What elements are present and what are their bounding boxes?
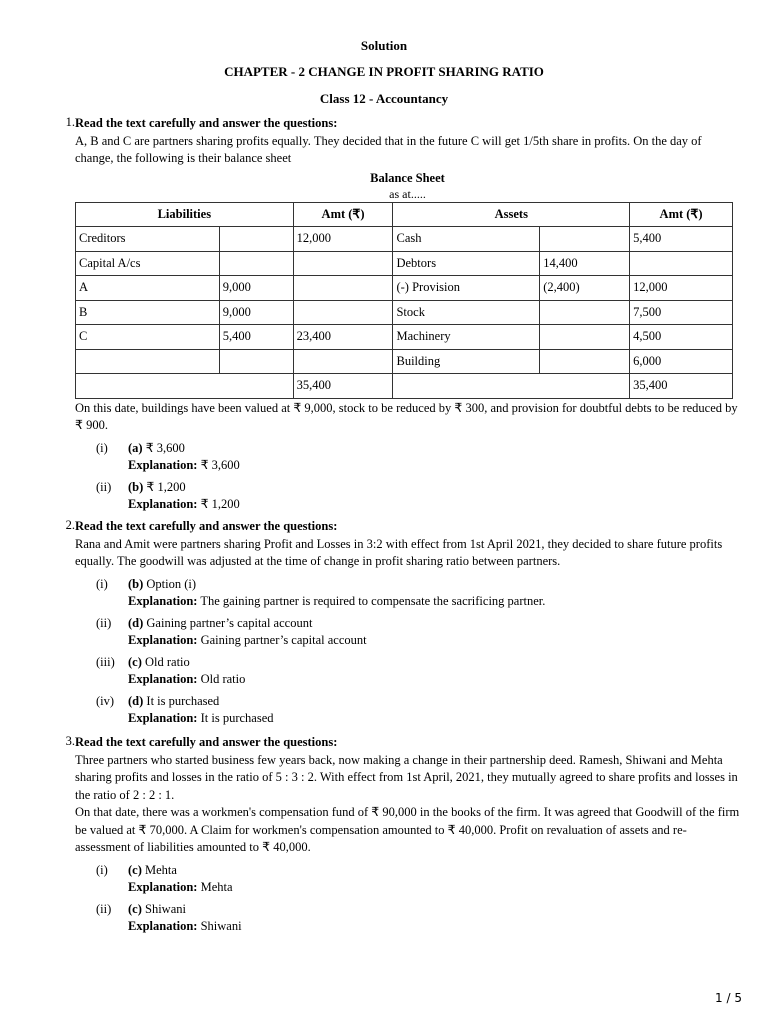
answer-text: ₹ 1,200 xyxy=(143,479,186,494)
table-cell: Building xyxy=(393,349,540,374)
answer-text: It is purchased xyxy=(143,693,220,708)
table-cell xyxy=(219,251,293,276)
question-number: 1. xyxy=(65,115,75,129)
table-cell xyxy=(293,251,393,276)
question-number: 2. xyxy=(65,518,75,532)
answer-roman: (i) xyxy=(96,576,108,591)
answer-roman: (i) xyxy=(96,862,108,877)
question-text-2: On that date, there was a workmen's compensation fund of ₹ 90,000 in the books of the firm. It was agreed that Goodwill of the firm be valued at ₹ 70,000. A Claim for workmen's compensation amounted to ₹ 40,000. Profit on revaluation of assets and re-assessment of liabilities amounted to ₹ 40,000. xyxy=(75,805,740,854)
table-row xyxy=(76,227,733,252)
table-cell: 5,400 xyxy=(630,227,733,252)
answer-option: (d) xyxy=(128,693,144,708)
table-cell xyxy=(76,349,220,374)
answer-item xyxy=(93,654,740,689)
explanation-text: Shiwani xyxy=(197,919,242,933)
explanation-label: Explanation: xyxy=(128,633,198,647)
explanation-label: Explanation: xyxy=(128,711,198,725)
answer-option: (d) xyxy=(128,615,144,630)
header-amount: Amt (₹) xyxy=(293,202,393,227)
table-cell: 9,000 xyxy=(219,300,293,325)
table-cell: (2,400) xyxy=(540,276,630,301)
table-cell: Machinery xyxy=(393,325,540,350)
table-cell xyxy=(540,349,630,374)
header-solution: Solution xyxy=(360,38,408,53)
table-cell: 7,500 xyxy=(630,300,733,325)
question-1 xyxy=(60,115,740,514)
explanation-label: Explanation: xyxy=(128,672,198,686)
explanation-text: It is purchased xyxy=(197,711,274,725)
table-row xyxy=(76,349,733,374)
answer-text: Shiwani xyxy=(141,901,186,916)
explanation-label: Explanation: xyxy=(128,458,198,472)
answer-option: (b) xyxy=(128,479,144,494)
header-chapter: CHAPTER - 2 CHANGE IN PROFIT SHARING RATIO xyxy=(224,64,544,79)
answer-option: (c) xyxy=(128,862,142,877)
question-text-after: On this date, buildings have been valued at ₹ 9,000, stock to be reduced by ₹ 300, and provision for doubtful debts to be reduced by ₹ 900. xyxy=(75,400,738,432)
question-heading: Read the text carefully and answer the questions: xyxy=(75,116,338,130)
answer-item xyxy=(93,693,740,728)
answer-item xyxy=(93,862,740,897)
answer-item xyxy=(93,901,740,936)
table-cell xyxy=(540,325,630,350)
balance-sheet-title: Balance Sheet xyxy=(370,170,445,185)
table-cell: 12,000 xyxy=(630,276,733,301)
question-3 xyxy=(60,734,740,936)
table-cell xyxy=(630,251,733,276)
table-cell: C xyxy=(76,325,220,350)
table-total-row xyxy=(76,374,733,399)
answer-item xyxy=(93,576,740,611)
explanation-text: ₹ 1,200 xyxy=(197,497,240,511)
question-text: A, B and C are partners sharing profits equally. They decided that in the future C will get 1/5th share in profits. On the day of change, the following is their balance sheet xyxy=(75,133,702,165)
table-header-row xyxy=(76,202,733,227)
answer-roman: (iv) xyxy=(96,693,115,708)
table-cell: 4,500 xyxy=(630,325,733,350)
explanation-text: ₹ 3,600 xyxy=(197,458,240,472)
answer-roman: (iii) xyxy=(96,654,115,669)
table-row xyxy=(76,276,733,301)
table-cell: 23,400 xyxy=(293,325,393,350)
table-cell: Creditors xyxy=(76,227,220,252)
table-cell: 14,400 xyxy=(540,251,630,276)
answer-roman: (ii) xyxy=(96,479,112,494)
table-cell xyxy=(293,349,393,374)
table-cell xyxy=(293,300,393,325)
table-cell: A xyxy=(76,276,220,301)
page-number: 1 / 5 xyxy=(715,991,742,1005)
question-2 xyxy=(60,518,740,728)
table-cell xyxy=(219,349,293,374)
table-cell xyxy=(540,227,630,252)
table-cell: 9,000 xyxy=(219,276,293,301)
question-heading: Read the text carefully and answer the questions: xyxy=(75,735,338,749)
table-cell: Cash xyxy=(393,227,540,252)
question-text: Three partners who started business few years back, now making a change in their partnership deed. Ramesh, Shiwani and Mehta sharing profits and losses in the ratio of 5 : 3 : 2. With effect from 1st April, 2021, they mutually agreed to share profits and losses in the ratio of 2 : 2 : 1. xyxy=(75,752,738,802)
answer-option: (c) xyxy=(128,901,142,916)
explanation-text: Mehta xyxy=(197,880,233,894)
header-amount: Amt (₹) xyxy=(630,202,733,227)
table-cell xyxy=(293,276,393,301)
table-cell: Capital A/cs xyxy=(76,251,220,276)
answer-text: Gaining partner’s capital account xyxy=(143,615,313,630)
table-cell xyxy=(76,374,294,399)
question-number: 3. xyxy=(65,734,75,748)
explanation-text: The gaining partner is required to compensate the sacrificing partner. xyxy=(197,594,546,608)
answer-roman: (ii) xyxy=(96,901,112,916)
table-cell: (-) Provision xyxy=(393,276,540,301)
answer-item xyxy=(93,440,740,475)
balance-sheet-subtitle: as at..... xyxy=(389,186,426,201)
table-cell: 35,400 xyxy=(630,374,733,399)
table-row xyxy=(76,251,733,276)
answer-text: Mehta xyxy=(141,862,177,877)
table-row xyxy=(76,325,733,350)
answer-option: (a) xyxy=(128,440,143,455)
explanation-text: Gaining partner’s capital account xyxy=(197,633,367,647)
table-cell: B xyxy=(76,300,220,325)
table-cell: 5,400 xyxy=(219,325,293,350)
answer-roman: (ii) xyxy=(96,615,112,630)
header-class: Class 12 - Accountancy xyxy=(319,91,449,106)
answer-text: Option (i) xyxy=(143,576,197,591)
table-cell xyxy=(393,374,630,399)
answer-item xyxy=(93,479,740,514)
question-text: Rana and Amit were partners sharing Profit and Losses in 3:2 with effect from 1st April 2021, they decided to share future profits equally. The goodwill was adjusted at the time of change in profit sharing ratio between partners. xyxy=(75,536,723,568)
table-cell xyxy=(219,227,293,252)
table-cell: Debtors xyxy=(393,251,540,276)
table-cell: 35,400 xyxy=(293,374,393,399)
answer-option: (c) xyxy=(128,654,142,669)
table-cell: 12,000 xyxy=(293,227,393,252)
explanation-label: Explanation: xyxy=(128,497,198,511)
balance-sheet-table xyxy=(75,202,733,399)
explanation-text: Old ratio xyxy=(197,672,246,686)
explanation-label: Explanation: xyxy=(128,880,198,894)
table-cell: 6,000 xyxy=(630,349,733,374)
answer-item xyxy=(93,615,740,650)
explanation-label: Explanation: xyxy=(128,919,198,933)
header-liabilities: Liabilities xyxy=(76,202,294,227)
answer-text: ₹ 3,600 xyxy=(142,440,185,455)
header-assets: Assets xyxy=(393,202,630,227)
explanation-label: Explanation: xyxy=(128,594,198,608)
table-cell xyxy=(540,300,630,325)
table-row xyxy=(76,300,733,325)
answer-text: Old ratio xyxy=(141,654,190,669)
answer-roman: (i) xyxy=(96,440,108,455)
question-heading: Read the text carefully and answer the questions: xyxy=(75,519,338,533)
table-cell: Stock xyxy=(393,300,540,325)
answer-option: (b) xyxy=(128,576,144,591)
